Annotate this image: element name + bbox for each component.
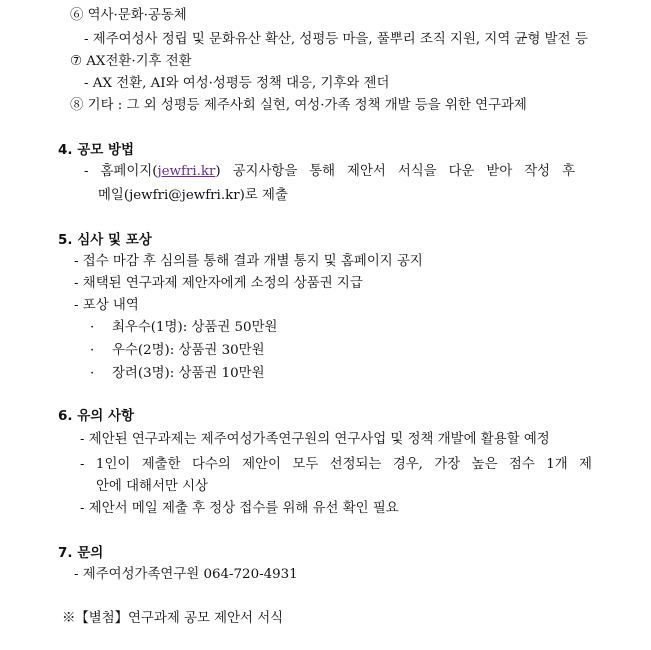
- award-text: 최우수(1명): 상품권 50만원: [112, 320, 278, 335]
- section-5-heading: 5. 심사 및 포상: [58, 232, 152, 248]
- award-text: 우수(2명): 상품권 30만원: [112, 343, 265, 358]
- section-6-item-2-line-2: 안에 대해서만 시상: [96, 479, 208, 494]
- section-5-item-2: - 채택된 연구과제 제안자에게 소정의 상품권 지급: [74, 276, 363, 291]
- section-4-heading: 4. 공모 방법: [58, 142, 135, 158]
- homepage-link[interactable]: jewfri.kr: [157, 164, 216, 179]
- section-7-contact: - 제주여성가족연구원 064-720-4931: [74, 567, 298, 582]
- section-4-line-1-prefix: - 홈페이지(: [84, 164, 158, 179]
- award-row: [90, 341, 265, 361]
- bullet: ·: [90, 320, 95, 335]
- section-6-item-2-line-1: - 1인이 제출한 다수의 제안이 모두 선정되는 경우, 가장 높은 점수 1개 제: [80, 457, 592, 472]
- section-4-line-1: [84, 162, 575, 182]
- bullet: ·: [90, 366, 95, 381]
- section-4-line-1-suffix: ) 공지사항을 통해 제안서 서식을 다운 받아 작성 후: [215, 164, 575, 179]
- topic-8-title: ⑧ 기타 : 그 외 성평등 제주사회 실현, 여성·가족 정책 개발 등을 위한 연구과제: [70, 98, 527, 113]
- section-5-item-1: - 접수 마감 후 심의를 통해 결과 개별 통지 및 홈페이지 공지: [74, 254, 423, 269]
- topic-7-title: ⑦ AX전환·기후 전환: [70, 54, 192, 69]
- topic-6-title: ⑥ 역사·문화·공동체: [70, 8, 187, 23]
- section-7-heading: 7. 문의: [58, 545, 104, 561]
- section-6-heading: 6. 유의 사항: [58, 408, 135, 424]
- bullet: ·: [90, 343, 95, 358]
- award-row: [90, 364, 265, 384]
- section-6-item-3: - 제안서 메일 제출 후 정상 접수를 위해 유선 확인 필요: [80, 501, 399, 516]
- section-4-line-2: 메일(jewfri@jewfri.kr)로 제출: [98, 188, 288, 203]
- section-6-item-1: - 제안된 연구과제는 제주여성가족연구원의 연구사업 및 정책 개발에 활용할 예정: [80, 432, 550, 447]
- award-row: [90, 318, 277, 338]
- attachment-note: ※【별첨】연구과제 공모 제안서 서식: [62, 611, 284, 626]
- topic-6-detail: - 제주여성사 정립 및 문화유산 확산, 성평등 마을, 풀뿌리 조직 지원, 지역 균형 발전 등: [84, 32, 588, 47]
- section-5-item-3: - 포상 내역: [74, 298, 139, 313]
- award-text: 장려(3명): 상품권 10만원: [112, 366, 265, 381]
- topic-7-detail: - AX 전환, AI와 여성·성평등 정책 대응, 기후와 젠더: [84, 76, 390, 91]
